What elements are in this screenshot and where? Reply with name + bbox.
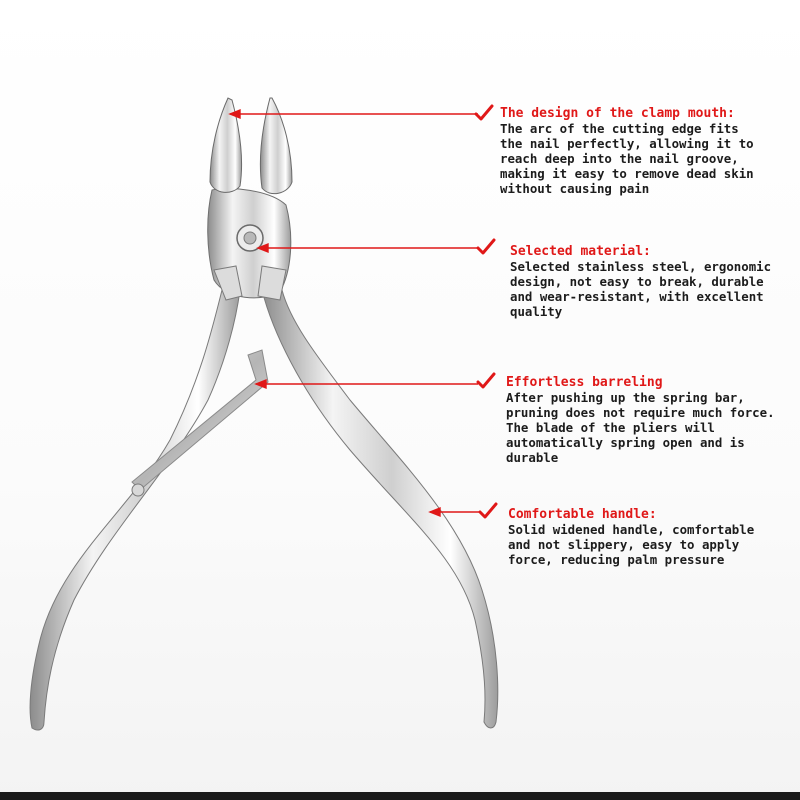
feature-description: Selected stainless steel, ergonomic design, not easy to break, durable and wear-resistant, with excellent quality	[510, 259, 772, 319]
feature-description: After pushing up the spring bar, pruning does not require much force. The blade of the pliers will automatically spring open and is durable	[506, 390, 775, 465]
feature-title: Selected material:	[510, 244, 651, 259]
spring-rivet	[132, 484, 144, 496]
feature-material	[510, 244, 800, 319]
feature-title: The design of the clamp mouth:	[500, 106, 735, 121]
checkmark-icon	[476, 238, 496, 256]
left-handle	[30, 290, 240, 730]
checkmark-icon	[478, 502, 498, 520]
feature-handle	[508, 507, 800, 567]
feature-clamp-mouth	[500, 106, 800, 196]
checkmark-icon	[476, 372, 496, 390]
feature-effortless	[506, 375, 800, 465]
feature-title: Comfortable handle:	[508, 507, 657, 522]
checkmark-icon	[474, 104, 494, 122]
feature-description: Solid widened handle, comfortable and not slippery, easy to apply force, reducing palm pressure	[508, 522, 755, 567]
right-jaw	[260, 98, 292, 194]
feature-description: The arc of the cutting edge fits the nail perfectly, allowing it to reach deep into the nail groove, making it easy to remove dead skin without causing pain	[500, 121, 754, 196]
feature-title: Effortless barreling	[506, 375, 663, 390]
bottom-edge-bar	[0, 792, 800, 800]
right-handle	[262, 290, 498, 728]
